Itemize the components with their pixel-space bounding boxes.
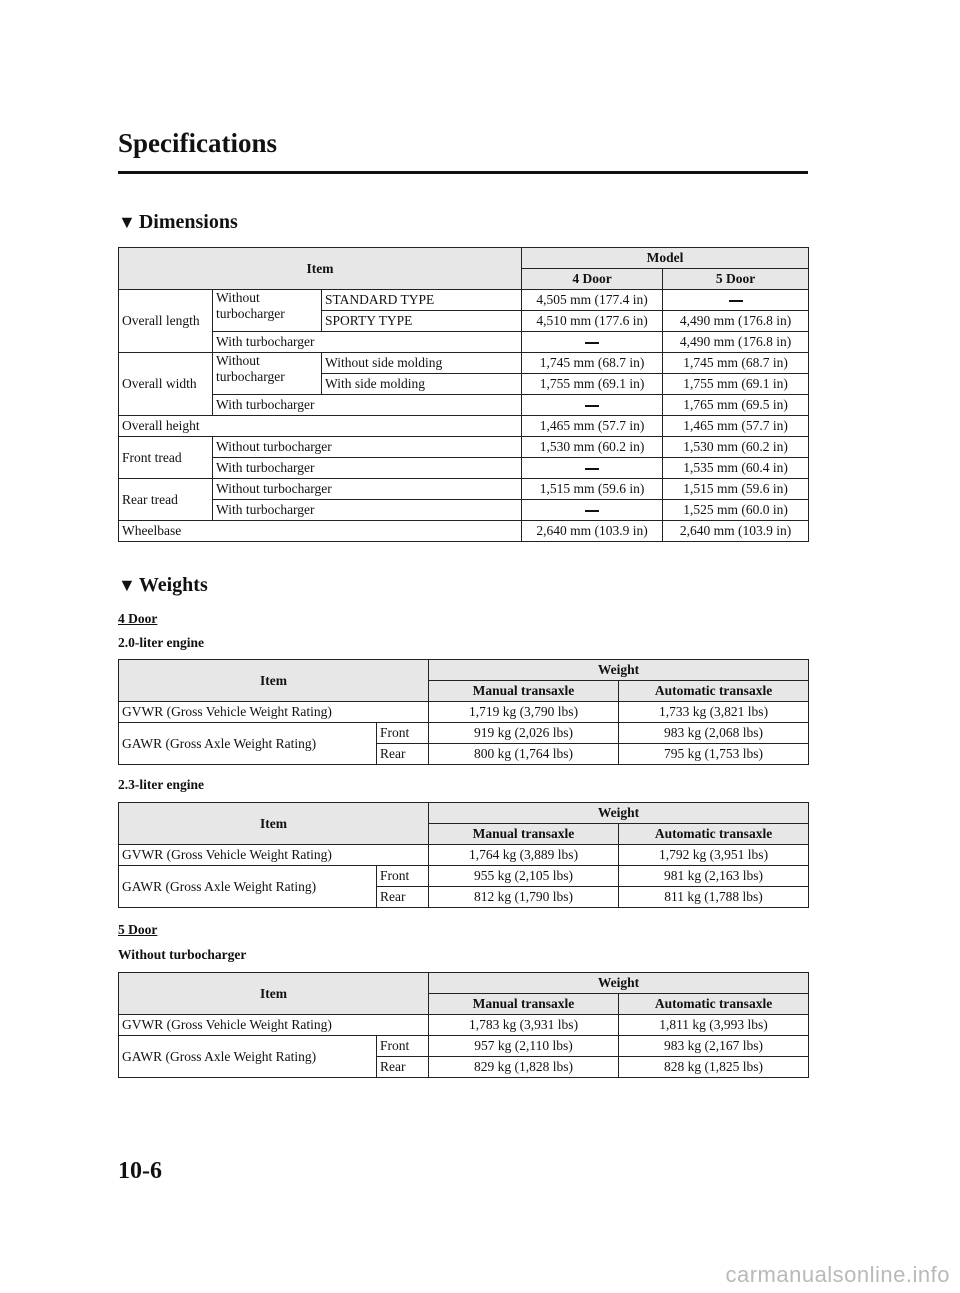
row-variant: With side molding [322, 374, 522, 395]
header-manual: Manual transaxle [429, 824, 619, 845]
down-triangle-icon: ▼ [118, 575, 136, 595]
value-manual: 1,783 kg (3,931 lbs) [429, 1015, 619, 1036]
row-variant: Without side molding [322, 353, 522, 374]
value-5door: 1,525 mm (60.0 in) [663, 500, 809, 521]
weights-table-4door-23 [118, 802, 809, 908]
row-sublabel: Rear [377, 1057, 429, 1078]
row-sublabel: Front [377, 866, 429, 887]
value-5door: 4,490 mm (176.8 in) [663, 332, 809, 353]
value-automatic: 811 kg (1,788 lbs) [619, 887, 809, 908]
value-automatic: 1,811 kg (3,993 lbs) [619, 1015, 809, 1036]
value-4door: 2,640 mm (103.9 in) [522, 521, 663, 542]
value-5door: 1,765 mm (69.5 in) [663, 395, 809, 416]
header-automatic: Automatic transaxle [619, 824, 809, 845]
table-row [119, 845, 809, 866]
value-4door: 4,505 mm (177.4 in) [522, 290, 663, 311]
weights-heading [118, 574, 208, 597]
value-4door: 1,515 mm (59.6 in) [522, 479, 663, 500]
row-sublabel: With turbocharger [213, 458, 522, 479]
row-sublabel: Front [377, 723, 429, 744]
table-row [119, 866, 809, 887]
header-5door: 5 Door [663, 269, 809, 290]
row-variant: STANDARD TYPE [322, 290, 522, 311]
row-sublabel: Without turbocharger [213, 479, 522, 500]
table-row [119, 290, 809, 311]
dimensions-heading-label: Dimensions [138, 211, 238, 233]
value-5door: 1,515 mm (59.6 in) [663, 479, 809, 500]
header-weight: Weight [429, 973, 809, 994]
table-row [119, 458, 809, 479]
row-sublabel: Without turbocharger [213, 290, 322, 332]
value-5door-dash [663, 290, 809, 311]
header-item: Item [119, 803, 429, 845]
header-item: Item [119, 973, 429, 1015]
table-row [119, 416, 809, 437]
subhead-5door: 5 Door [118, 922, 158, 937]
value-4door: 1,755 mm (69.1 in) [522, 374, 663, 395]
table-row [119, 521, 809, 542]
subhead-engine23: 2.3-liter engine [118, 777, 204, 792]
row-label: Overall width [119, 353, 213, 416]
row-label: Front tread [119, 437, 213, 479]
table-header-row [119, 803, 809, 824]
value-automatic: 1,733 kg (3,821 lbs) [619, 702, 809, 723]
weights-table-5door [118, 972, 809, 1078]
row-label: GAWR (Gross Axle Weight Rating) [119, 723, 377, 765]
value-4door-dash [522, 395, 663, 416]
table-row [119, 500, 809, 521]
table-row [119, 395, 809, 416]
value-5door: 1,530 mm (60.2 in) [663, 437, 809, 458]
header-weight: Weight [429, 660, 809, 681]
value-automatic: 795 kg (1,753 lbs) [619, 744, 809, 765]
value-4door-dash [522, 332, 663, 353]
header-automatic: Automatic transaxle [619, 994, 809, 1015]
value-5door: 1,465 mm (57.7 in) [663, 416, 809, 437]
value-manual: 919 kg (2,026 lbs) [429, 723, 619, 744]
value-manual: 1,764 kg (3,889 lbs) [429, 845, 619, 866]
header-model: Model [522, 248, 809, 269]
table-row [119, 332, 809, 353]
table-row [119, 1015, 809, 1036]
row-label: Rear tread [119, 479, 213, 521]
value-5door: 4,490 mm (176.8 in) [663, 311, 809, 332]
table-row [119, 702, 809, 723]
value-automatic: 981 kg (2,163 lbs) [619, 866, 809, 887]
value-manual: 957 kg (2,110 lbs) [429, 1036, 619, 1057]
weights-table-4door-20 [118, 659, 809, 765]
dimensions-heading [118, 211, 238, 234]
value-4door: 1,530 mm (60.2 in) [522, 437, 663, 458]
value-4door: 4,510 mm (177.6 in) [522, 311, 663, 332]
title-rule [118, 171, 808, 174]
row-label: GVWR (Gross Vehicle Weight Rating) [119, 845, 429, 866]
weights-heading-label: Weights [138, 574, 208, 596]
row-sublabel: With turbocharger [213, 395, 522, 416]
row-label: GVWR (Gross Vehicle Weight Rating) [119, 702, 429, 723]
subhead-no-turbo: Without turbocharger [118, 947, 247, 962]
value-manual: 955 kg (2,105 lbs) [429, 866, 619, 887]
page-number: 10-6 [118, 1158, 162, 1184]
subhead-4door: 4 Door [118, 611, 158, 626]
value-5door: 2,640 mm (103.9 in) [663, 521, 809, 542]
value-5door: 1,535 mm (60.4 in) [663, 458, 809, 479]
row-variant: SPORTY TYPE [322, 311, 522, 332]
table-row [119, 353, 809, 374]
row-sublabel: Without turbocharger [213, 437, 522, 458]
table-row [119, 1036, 809, 1057]
value-5door: 1,745 mm (68.7 in) [663, 353, 809, 374]
dimensions-table [118, 247, 809, 542]
header-automatic: Automatic transaxle [619, 681, 809, 702]
row-label: Overall height [119, 416, 522, 437]
value-automatic: 828 kg (1,825 lbs) [619, 1057, 809, 1078]
value-automatic: 983 kg (2,068 lbs) [619, 723, 809, 744]
value-manual: 800 kg (1,764 lbs) [429, 744, 619, 765]
row-label: Overall length [119, 290, 213, 353]
row-label: GVWR (Gross Vehicle Weight Rating) [119, 1015, 429, 1036]
header-item: Item [119, 660, 429, 702]
row-label: GAWR (Gross Axle Weight Rating) [119, 866, 377, 908]
page-title: Specifications [118, 128, 277, 158]
value-4door-dash [522, 458, 663, 479]
table-row [119, 479, 809, 500]
value-automatic: 983 kg (2,167 lbs) [619, 1036, 809, 1057]
table-row [119, 723, 809, 744]
value-manual: 829 kg (1,828 lbs) [429, 1057, 619, 1078]
value-manual: 1,719 kg (3,790 lbs) [429, 702, 619, 723]
header-manual: Manual transaxle [429, 994, 619, 1015]
value-5door: 1,755 mm (69.1 in) [663, 374, 809, 395]
row-label: GAWR (Gross Axle Weight Rating) [119, 1036, 377, 1078]
row-sublabel: With turbocharger [213, 332, 522, 353]
subhead-engine20: 2.0-liter engine [118, 635, 204, 650]
row-sublabel: Front [377, 1036, 429, 1057]
value-automatic: 1,792 kg (3,951 lbs) [619, 845, 809, 866]
value-4door: 1,465 mm (57.7 in) [522, 416, 663, 437]
table-row [119, 437, 809, 458]
row-sublabel: Rear [377, 744, 429, 765]
value-4door-dash [522, 500, 663, 521]
row-sublabel: Without turbocharger [213, 353, 322, 395]
header-weight: Weight [429, 803, 809, 824]
header-item: Item [119, 248, 522, 290]
value-4door: 1,745 mm (68.7 in) [522, 353, 663, 374]
table-header-row [119, 248, 809, 269]
table-header-row [119, 973, 809, 994]
table-header-row [119, 660, 809, 681]
header-manual: Manual transaxle [429, 681, 619, 702]
value-manual: 812 kg (1,790 lbs) [429, 887, 619, 908]
row-sublabel: Rear [377, 887, 429, 908]
down-triangle-icon: ▼ [118, 212, 136, 232]
row-sublabel: With turbocharger [213, 500, 522, 521]
row-label: Wheelbase [119, 521, 522, 542]
watermark: carmanualsonline.info [725, 1262, 950, 1287]
header-4door: 4 Door [522, 269, 663, 290]
